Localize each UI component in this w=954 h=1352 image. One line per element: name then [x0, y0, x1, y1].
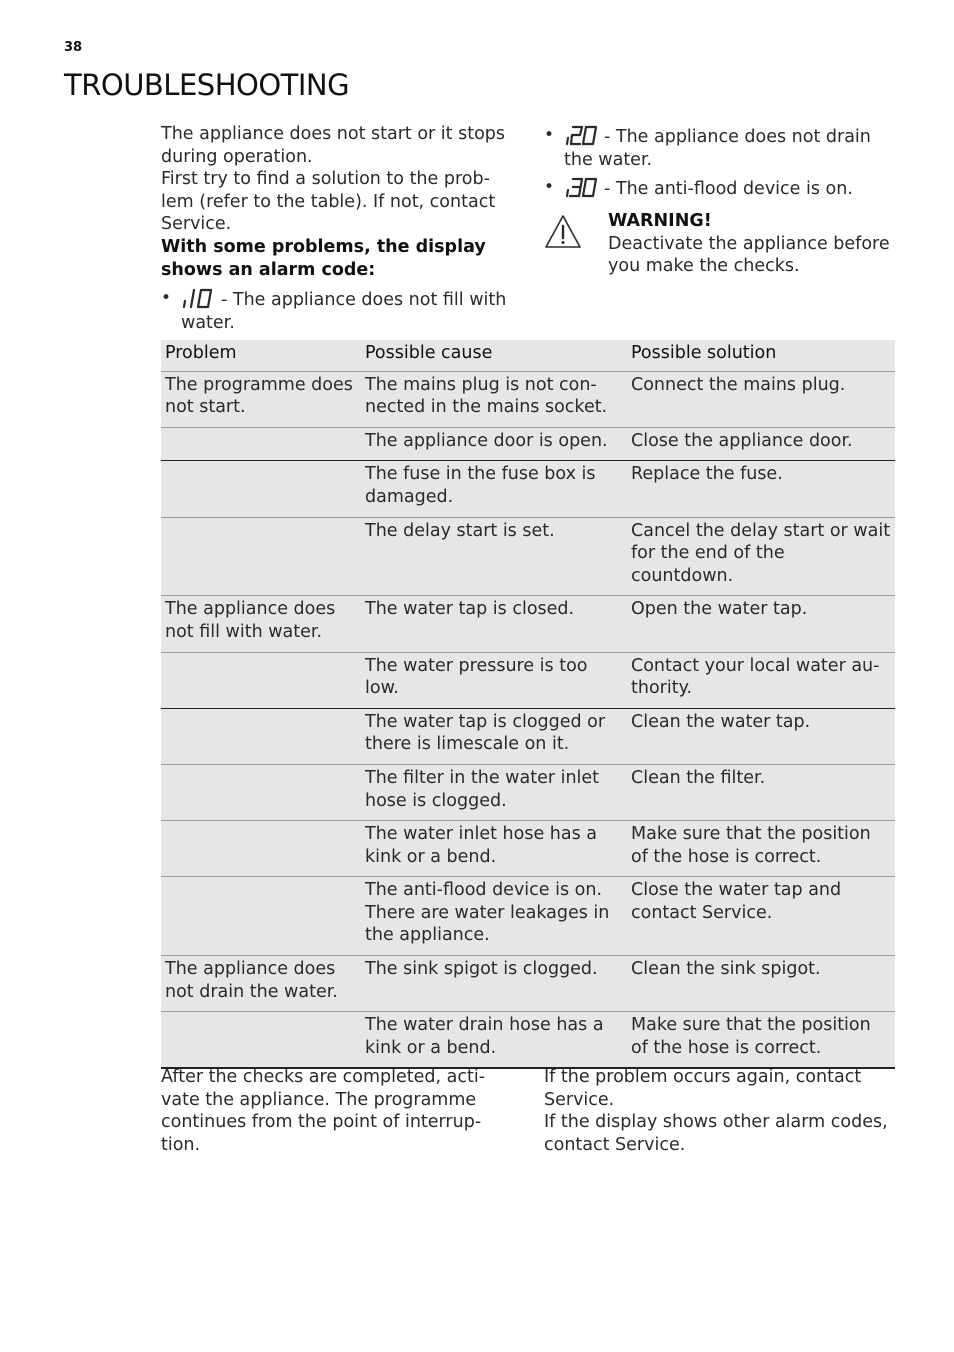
footer-right-paragraph-1: If the problem occurs again, contact Service.	[544, 1067, 862, 1110]
cell-problem	[161, 877, 361, 956]
alarm-item-i30	[544, 176, 894, 201]
table-row	[161, 596, 895, 652]
troubleshooting-table	[161, 340, 895, 1069]
cell-cause: The mains plug is not con- nected in the mains socket.	[361, 371, 627, 427]
footer-left-column	[161, 1066, 496, 1156]
table-row	[161, 371, 895, 427]
cell-problem: The programme does not start.	[161, 371, 361, 427]
alarm-code-heading-line1: With some problems, the display	[161, 236, 486, 257]
header-possible-cause: Possible cause	[361, 340, 627, 371]
alarm-code-heading-line2: shows an alarm code:	[161, 259, 376, 280]
intro-paragraph: The appliance does not start or it stops during operation.	[161, 124, 506, 167]
cell-cause: The water inlet hose has a kink or a bend.	[361, 821, 627, 877]
cell-problem: The appliance does not drain the water.	[161, 956, 361, 1012]
intro-instruction-line2: lem (refer to the table). If not, contact Service.	[161, 191, 496, 235]
cell-problem	[161, 764, 361, 820]
cell-problem: The appliance does not fill with water.	[161, 596, 361, 652]
bullet-icon: •	[161, 288, 172, 309]
cell-solution: Close the water tap and contact Service.	[627, 877, 895, 956]
table-row	[161, 652, 895, 708]
footer-left-paragraph: After the checks are completed, acti- vate the appliance. The programme continues from the point of interrup- tion.	[161, 1067, 486, 1155]
alarm-text	[181, 287, 513, 334]
cell-cause: The water tap is clogged or there is limescale on it.	[361, 708, 627, 764]
table-row	[161, 877, 895, 956]
cell-solution: Clean the filter.	[627, 764, 895, 820]
intro-instruction-line1: First try to find a solution to the prob-	[161, 169, 490, 190]
footer-right-paragraph-2: If the display shows other alarm codes, contact Service.	[544, 1112, 888, 1155]
cell-cause: The filter in the water inlet hose is clogged.	[361, 764, 627, 820]
cell-solution: Close the appliance door.	[627, 427, 895, 461]
cell-solution: Clean the water tap.	[627, 708, 895, 764]
table-row	[161, 461, 895, 517]
table-row	[161, 708, 895, 764]
cell-problem	[161, 517, 361, 596]
alarm-code-i30-icon	[564, 176, 600, 198]
alarm-column-right	[544, 124, 894, 201]
table-row	[161, 1012, 895, 1069]
header-possible-solution: Possible solution	[627, 340, 895, 371]
bullet-icon: •	[544, 177, 555, 198]
cell-cause: The water pressure is too low.	[361, 652, 627, 708]
cell-solution: Connect the mains plug.	[627, 371, 895, 427]
table-row	[161, 821, 895, 877]
cell-cause: The appliance door is open.	[361, 427, 627, 461]
cell-solution: Make sure that the position of the hose is correct.	[627, 821, 895, 877]
cell-solution: Contact your local water au- thority.	[627, 652, 895, 708]
alarm-code-i10-icon	[181, 287, 217, 309]
warning-title: WARNING!	[608, 211, 712, 231]
table-row	[161, 764, 895, 820]
warning-triangle-icon	[544, 214, 582, 250]
cell-problem	[161, 708, 361, 764]
cell-cause: The sink spigot is clogged.	[361, 956, 627, 1012]
table-header-row	[161, 340, 895, 371]
warning-block	[608, 210, 908, 278]
cell-solution: Cancel the delay start or wait for the end of the countdown.	[627, 517, 895, 596]
table-row	[161, 517, 895, 596]
cell-cause: The water tap is closed.	[361, 596, 627, 652]
warning-text: Deactivate the appliance before you make the checks.	[608, 233, 890, 277]
cell-solution: Open the water tap.	[627, 596, 895, 652]
alarm-item-i10	[161, 287, 513, 334]
intro-column	[161, 123, 513, 334]
bullet-icon: •	[544, 125, 555, 145]
cell-problem	[161, 427, 361, 461]
table-row	[161, 427, 895, 461]
cell-solution: Make sure that the position of the hose is correct.	[627, 1012, 895, 1069]
alarm-description: - The appliance does not fill with water.	[181, 290, 507, 333]
header-problem: Problem	[161, 340, 361, 371]
cell-solution: Clean the sink spigot.	[627, 956, 895, 1012]
cell-problem	[161, 652, 361, 708]
alarm-description: - The anti-flood device is on.	[604, 179, 853, 200]
cell-solution: Replace the fuse.	[627, 461, 895, 517]
alarm-text	[564, 176, 853, 201]
cell-cause: The delay start is set.	[361, 517, 627, 596]
alarm-text	[564, 124, 894, 171]
cell-problem	[161, 461, 361, 517]
alarm-item-i20	[544, 124, 894, 171]
page-number: 38	[64, 40, 83, 55]
cell-cause: The fuse in the fuse box is damaged.	[361, 461, 627, 517]
alarm-code-i20-icon	[564, 124, 600, 146]
page-title: TROUBLESHOOTING	[64, 68, 350, 102]
cell-cause: The anti-flood device is on. There are water leakages in the appliance.	[361, 877, 627, 956]
cell-problem	[161, 821, 361, 877]
cell-problem	[161, 1012, 361, 1069]
alarm-description: - The appliance does not drain the water.	[564, 127, 871, 170]
cell-cause: The water drain hose has a kink or a bend.	[361, 1012, 627, 1069]
table-row	[161, 956, 895, 1012]
footer-right-column	[544, 1066, 896, 1156]
